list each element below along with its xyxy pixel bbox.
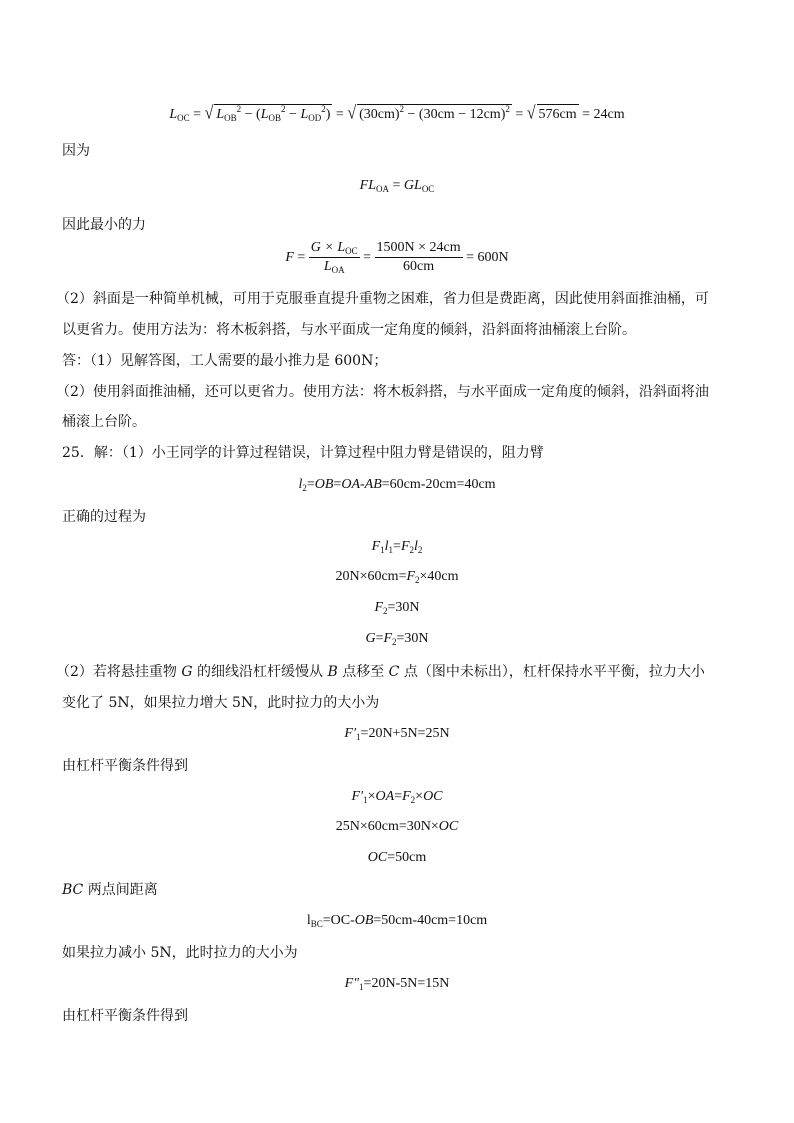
sqrt-icon: √: [526, 103, 536, 124]
fraction-numeric: $\frac{1500N \times 24cm}{60cm}$: [376, 240, 461, 275]
paragraph-slope-line1: （2）斜面是一种简单机械，可用于克服垂直提升重物之困难，省力但是费距离，因此使用斜面推油桶，可: [56, 291, 709, 307]
formula-f2: $F_2=30N$: [374, 600, 420, 616]
formula-lbc: $l_{BC}=OC-OB=50cm-40cm=10cm$: [306, 913, 488, 929]
subscript: OC: [177, 113, 190, 123]
formula-balance: $F_1l_1=F_2l_2$: [371, 539, 423, 555]
symbol-l: L: [169, 107, 178, 122]
formula-moment: $FL_{OA} = GL_{OC}$: [359, 178, 435, 194]
equals: =: [193, 107, 202, 122]
result: = 24cm: [582, 107, 625, 122]
formula-oc: OC=50cm: [367, 850, 427, 865]
radicand-2: $(30cm)^2 - (30cm - 12cm)^2$: [357, 104, 512, 125]
text-from-balance-2: 由杠杆平衡条件得到: [62, 1008, 188, 1024]
formula-min-force: F = $\frac{G \times L_{OC}}{L_{OA}}$ = $\frac{1500N \times 24cm}{60cm}$ = 600N: [285, 240, 509, 276]
formula-f1-prime: $F'_1=20N+5N=25N$: [344, 726, 450, 742]
formula-balance-2: $F'_1\times OA=F_2\times OC$: [351, 789, 443, 805]
sqrt-icon: √: [204, 103, 214, 124]
text-because: 因为: [62, 143, 90, 159]
text-decrease: 如果拉力减小 5N，此时拉力的大小为: [62, 945, 298, 961]
formula-f1-double-prime: $F''_1=20N-5N=15N$: [344, 976, 450, 992]
radicand-1: $L_{OB}^2 - (L_{OB}^2 - L_{OD}^2)$: [216, 104, 331, 123]
answer-line2a: （2）使用斜面推油桶，还可以更省力。使用方法：将木板斜搭，与水平面成一定角度的倾斜，沿斜面将油: [56, 384, 709, 400]
fraction-symbolic: $\frac{G \times L_{OC}}{L_{OA}}$: [310, 240, 358, 276]
formula-loc: $L_{OC}$ = √ $L_{OB}^2 - (L_{OB}^2 - L_{OD}^2)$ = √ $(30cm)^2 - (30cm - 12cm)^2$ = √ 576cm = 24cm: [0, 104, 794, 125]
formula-g: $G=F_2=30N$: [365, 631, 429, 647]
q25-part2-line1: （2）若将悬挂重物 G 的细线沿杠杆缓慢从 B 点移至 C 点（图中未标出），杠杆保持水平平衡，拉力大小: [56, 664, 705, 680]
text-bc-distance: BC 两点间距离: [62, 882, 158, 898]
text-min-force: 因此最小的力: [62, 217, 146, 233]
formula-l2: $l_2=OB=OA-AB=60cm-20cm=40cm$: [298, 477, 496, 493]
paragraph-slope-line2: 以更省力。使用方法为：将木板斜搭，与水平面成一定角度的倾斜，沿斜面将油桶滚上台阶。: [62, 322, 636, 338]
radicand-3: 576cm: [537, 104, 579, 125]
text-from-balance-1: 由杠杆平衡条件得到: [62, 758, 188, 774]
q25-intro: 25．解：（1）小王同学的计算过程错误，计算过程中阻力臂是错误的，阻力臂: [62, 445, 544, 461]
q25-part2-line2: 变化了 5N，如果拉力增大 5N，此时拉力的大小为: [62, 695, 380, 711]
formula-balance-3: 25N×60cm=30N×OC: [335, 819, 459, 834]
text-correct-process: 正确的过程为: [62, 509, 146, 525]
sqrt-icon: √: [347, 103, 357, 124]
answer-line2b: 桶滚上台阶。: [62, 414, 146, 430]
answer-line1: 答：（1）见解答图，工人需要的最小推力是 600N；: [62, 353, 388, 369]
formula-substitute: $20N\times 60cm=F_2\times 40cm$: [335, 569, 459, 585]
